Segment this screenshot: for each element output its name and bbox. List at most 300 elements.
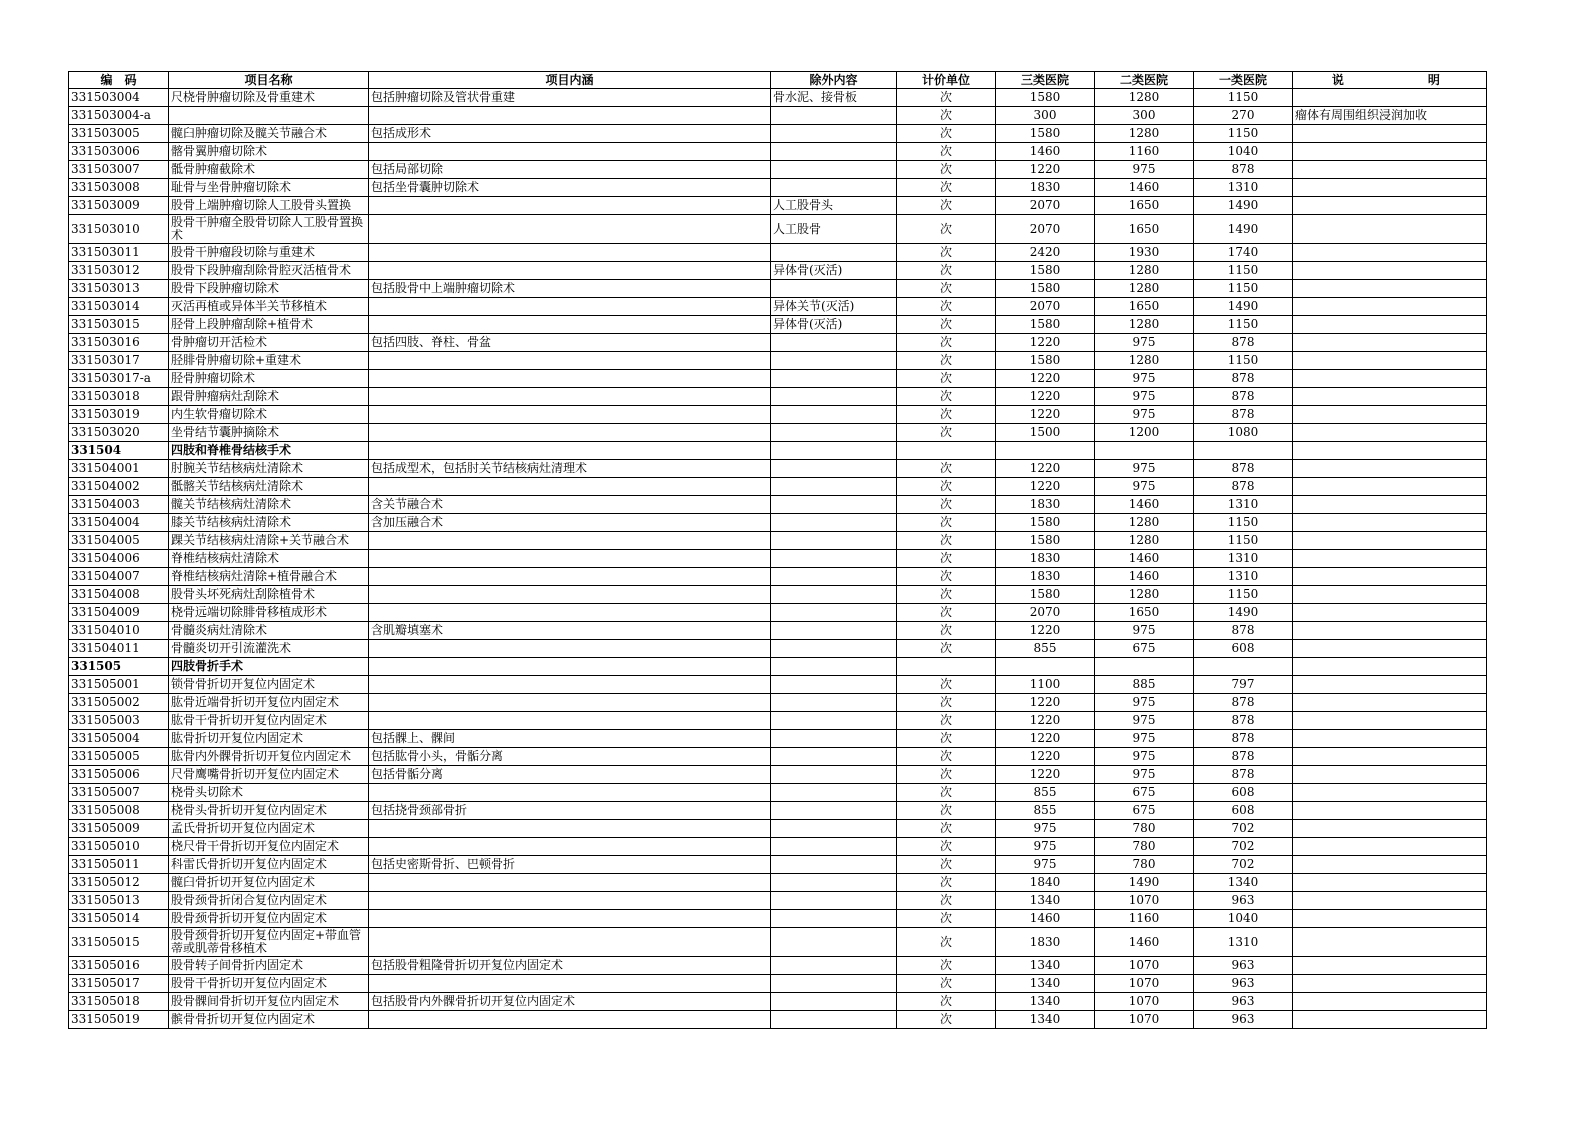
cell-content: 包括成型术，包括肘关节结核病灶清理术	[369, 460, 771, 478]
cell-hosp3-price: 855	[996, 784, 1095, 802]
cell-unit: 次	[897, 352, 996, 370]
cell-note	[1293, 496, 1487, 514]
cell-excluded	[771, 838, 897, 856]
cell-excluded: 异体骨(灭活)	[771, 262, 897, 280]
cell-hosp1-price: 1150	[1194, 514, 1293, 532]
cell-name: 髋臼骨折切开复位内固定术	[169, 874, 369, 892]
cell-unit: 次	[897, 640, 996, 658]
table-row	[69, 298, 1487, 316]
cell-note	[1293, 694, 1487, 712]
cell-content: 包括股骨中上端肿瘤切除术	[369, 280, 771, 298]
cell-excluded	[771, 640, 897, 658]
cell-hosp1-price: 1080	[1194, 424, 1293, 442]
cell-hosp2-price	[1095, 658, 1194, 676]
cell-excluded	[771, 280, 897, 298]
cell-code: 331503017	[69, 352, 169, 370]
cell-excluded	[771, 694, 897, 712]
cell-code: 331503012	[69, 262, 169, 280]
cell-name: 肱骨内外髁骨折切开复位内固定术	[169, 748, 369, 766]
cell-name: 骨髓炎病灶清除术	[169, 622, 369, 640]
cell-content	[369, 676, 771, 694]
cell-excluded	[771, 244, 897, 262]
cell-content: 包括股骨粗隆骨折切开复位内固定术	[369, 957, 771, 975]
cell-hosp1-price: 1150	[1194, 532, 1293, 550]
cell-content: 包括股骨内外髁骨折切开复位内固定术	[369, 993, 771, 1011]
cell-unit: 次	[897, 766, 996, 784]
cell-unit: 次	[897, 424, 996, 442]
cell-note	[1293, 993, 1487, 1011]
cell-note	[1293, 280, 1487, 298]
cell-excluded: 异体骨(灭活)	[771, 316, 897, 334]
cell-note	[1293, 658, 1487, 676]
cell-unit: 次	[897, 197, 996, 215]
cell-hosp1-price: 963	[1194, 892, 1293, 910]
cell-hosp3-price	[996, 658, 1095, 676]
cell-unit: 次	[897, 179, 996, 197]
cell-hosp2-price: 300	[1095, 107, 1194, 125]
cell-note	[1293, 460, 1487, 478]
cell-name: 锁骨骨折切开复位内固定术	[169, 676, 369, 694]
cell-hosp1-price: 1150	[1194, 89, 1293, 107]
cell-excluded	[771, 820, 897, 838]
cell-hosp1-price: 1340	[1194, 874, 1293, 892]
cell-content: 包括肿瘤切除及管状骨重建	[369, 89, 771, 107]
cell-note	[1293, 910, 1487, 928]
table-row	[69, 604, 1487, 622]
cell-note	[1293, 766, 1487, 784]
cell-hosp1-price: 1150	[1194, 125, 1293, 143]
cell-hosp2-price: 675	[1095, 784, 1194, 802]
cell-excluded	[771, 892, 897, 910]
cell-excluded	[771, 478, 897, 496]
cell-excluded	[771, 604, 897, 622]
cell-content	[369, 215, 771, 244]
cell-note	[1293, 334, 1487, 352]
header-hosp1: 一类医院	[1194, 72, 1293, 89]
cell-note	[1293, 640, 1487, 658]
cell-code: 331505006	[69, 766, 169, 784]
cell-name: 坐骨结节囊肿摘除术	[169, 424, 369, 442]
cell-content	[369, 874, 771, 892]
cell-excluded	[771, 568, 897, 586]
cell-hosp3-price: 1100	[996, 676, 1095, 694]
cell-hosp2-price: 675	[1095, 640, 1194, 658]
cell-note	[1293, 244, 1487, 262]
cell-hosp3-price: 1580	[996, 125, 1095, 143]
table-row	[69, 334, 1487, 352]
cell-content	[369, 892, 771, 910]
cell-note	[1293, 550, 1487, 568]
cell-hosp3-price: 1500	[996, 424, 1095, 442]
cell-excluded	[771, 514, 897, 532]
cell-content	[369, 640, 771, 658]
cell-hosp1-price: 1310	[1194, 550, 1293, 568]
cell-note: 瘤体有周围组织浸润加收	[1293, 107, 1487, 125]
header-excluded: 除外内容	[771, 72, 897, 89]
cell-hosp1-price: 963	[1194, 957, 1293, 975]
cell-code: 331505018	[69, 993, 169, 1011]
table-row	[69, 748, 1487, 766]
cell-excluded: 骨水泥、接骨板	[771, 89, 897, 107]
cell-hosp1-price: 1150	[1194, 586, 1293, 604]
cell-note	[1293, 89, 1487, 107]
cell-hosp3-price: 1340	[996, 1011, 1095, 1029]
cell-hosp1-price: 608	[1194, 784, 1293, 802]
cell-content	[369, 424, 771, 442]
section-row	[69, 658, 1487, 676]
cell-hosp2-price: 885	[1095, 676, 1194, 694]
cell-unit: 次	[897, 125, 996, 143]
cell-note	[1293, 604, 1487, 622]
cell-content: 含关节融合术	[369, 496, 771, 514]
cell-excluded: 人工股骨头	[771, 197, 897, 215]
cell-note	[1293, 730, 1487, 748]
table-row	[69, 406, 1487, 424]
cell-excluded	[771, 161, 897, 179]
cell-note	[1293, 352, 1487, 370]
cell-unit: 次	[897, 143, 996, 161]
cell-note	[1293, 406, 1487, 424]
cell-note	[1293, 179, 1487, 197]
cell-hosp2-price: 1460	[1095, 550, 1194, 568]
cell-code: 331505004	[69, 730, 169, 748]
cell-excluded	[771, 874, 897, 892]
cell-hosp1-price: 1490	[1194, 604, 1293, 622]
cell-name: 股骨颈骨折切开复位内固定术	[169, 910, 369, 928]
cell-hosp1-price: 878	[1194, 370, 1293, 388]
table-row	[69, 802, 1487, 820]
table-row	[69, 993, 1487, 1011]
cell-unit: 次	[897, 161, 996, 179]
cell-hosp2-price: 975	[1095, 622, 1194, 640]
cell-code: 331504010	[69, 622, 169, 640]
cell-content	[369, 143, 771, 161]
cell-name: 股骨干骨折切开复位内固定术	[169, 975, 369, 993]
cell-name: 股骨上端肿瘤切除人工股骨头置换	[169, 197, 369, 215]
cell-note	[1293, 856, 1487, 874]
table-row	[69, 586, 1487, 604]
cell-unit: 次	[897, 514, 996, 532]
cell-note	[1293, 820, 1487, 838]
header-code: 编 码	[69, 72, 169, 89]
cell-code: 331505012	[69, 874, 169, 892]
cell-name: 骨髓炎切开引流灌洗术	[169, 640, 369, 658]
cell-hosp2-price: 1460	[1095, 568, 1194, 586]
cell-hosp3-price: 1340	[996, 957, 1095, 975]
cell-name: 膝关节结核病灶清除术	[169, 514, 369, 532]
cell-hosp1-price: 608	[1194, 802, 1293, 820]
cell-name: 跟骨肿瘤病灶刮除术	[169, 388, 369, 406]
cell-content: 含肌瓣填塞术	[369, 622, 771, 640]
cell-note	[1293, 442, 1487, 460]
cell-content: 包括骨骺分离	[369, 766, 771, 784]
cell-name: 肱骨干骨折切开复位内固定术	[169, 712, 369, 730]
cell-name: 肱骨近端骨折切开复位内固定术	[169, 694, 369, 712]
cell-name: 髌骨骨折切开复位内固定术	[169, 1011, 369, 1029]
cell-hosp3-price: 1220	[996, 406, 1095, 424]
cell-code: 331503008	[69, 179, 169, 197]
cell-hosp1-price: 878	[1194, 460, 1293, 478]
table-row	[69, 161, 1487, 179]
cell-name: 骨肿瘤切开活检术	[169, 334, 369, 352]
cell-code: 331505019	[69, 1011, 169, 1029]
cell-hosp3-price: 975	[996, 838, 1095, 856]
cell-code: 331503018	[69, 388, 169, 406]
cell-excluded	[771, 532, 897, 550]
cell-name: 髂骨翼肿瘤切除术	[169, 143, 369, 161]
cell-code: 331505014	[69, 910, 169, 928]
cell-hosp3-price: 1830	[996, 496, 1095, 514]
cell-name: 股骨颈骨折切开复位内固定+带血管蒂或肌蒂骨移植术	[169, 928, 369, 957]
cell-hosp2-price: 1280	[1095, 532, 1194, 550]
cell-unit: 次	[897, 712, 996, 730]
cell-unit: 次	[897, 820, 996, 838]
cell-note	[1293, 424, 1487, 442]
cell-hosp1-price: 1310	[1194, 496, 1293, 514]
cell-excluded	[771, 975, 897, 993]
cell-excluded	[771, 406, 897, 424]
cell-name	[169, 107, 369, 125]
cell-name: 股骨颈骨折闭合复位内固定术	[169, 892, 369, 910]
cell-hosp3-price: 1830	[996, 550, 1095, 568]
table-row	[69, 179, 1487, 197]
cell-hosp1-price: 878	[1194, 161, 1293, 179]
cell-hosp1-price: 878	[1194, 334, 1293, 352]
cell-content	[369, 550, 771, 568]
table-row	[69, 215, 1487, 244]
header-hosp3: 三类医院	[996, 72, 1095, 89]
cell-hosp2-price: 1070	[1095, 892, 1194, 910]
table-row	[69, 640, 1487, 658]
cell-unit: 次	[897, 604, 996, 622]
cell-hosp2-price: 1280	[1095, 514, 1194, 532]
table-row	[69, 975, 1487, 993]
cell-hosp2-price: 975	[1095, 694, 1194, 712]
cell-name: 股骨下段肿瘤切除术	[169, 280, 369, 298]
cell-unit: 次	[897, 406, 996, 424]
cell-content: 包括成形术	[369, 125, 771, 143]
table-row	[69, 496, 1487, 514]
cell-unit: 次	[897, 957, 996, 975]
price-table	[68, 71, 1487, 1029]
cell-name: 股骨头坏死病灶刮除植骨术	[169, 586, 369, 604]
cell-code: 331505001	[69, 676, 169, 694]
cell-note	[1293, 928, 1487, 957]
cell-note	[1293, 957, 1487, 975]
cell-hosp2-price: 1160	[1095, 910, 1194, 928]
cell-code: 331503013	[69, 280, 169, 298]
cell-note	[1293, 568, 1487, 586]
cell-hosp1-price: 878	[1194, 478, 1293, 496]
cell-excluded	[771, 730, 897, 748]
cell-hosp1-price: 878	[1194, 766, 1293, 784]
cell-code: 331504002	[69, 478, 169, 496]
cell-hosp3-price: 1220	[996, 478, 1095, 496]
cell-hosp1-price: 702	[1194, 838, 1293, 856]
cell-hosp1-price: 1490	[1194, 215, 1293, 244]
cell-unit: 次	[897, 89, 996, 107]
cell-unit: 次	[897, 676, 996, 694]
cell-hosp2-price: 975	[1095, 460, 1194, 478]
cell-hosp2-price	[1095, 442, 1194, 460]
cell-name: 四肢骨折手术	[169, 658, 369, 676]
cell-name: 孟氏骨折切开复位内固定术	[169, 820, 369, 838]
cell-hosp1-price: 1040	[1194, 143, 1293, 161]
cell-name: 肱骨折切开复位内固定术	[169, 730, 369, 748]
cell-name: 股骨干肿瘤全股骨切除人工股骨置换术	[169, 215, 369, 244]
cell-hosp1-price: 1150	[1194, 280, 1293, 298]
cell-hosp2-price: 675	[1095, 802, 1194, 820]
cell-unit: 次	[897, 388, 996, 406]
cell-unit	[897, 658, 996, 676]
cell-unit: 次	[897, 856, 996, 874]
cell-unit: 次	[897, 802, 996, 820]
cell-code: 331505015	[69, 928, 169, 957]
cell-hosp1-price: 1150	[1194, 352, 1293, 370]
cell-hosp1-price: 1150	[1194, 316, 1293, 334]
cell-content	[369, 694, 771, 712]
cell-hosp1-price: 963	[1194, 993, 1293, 1011]
cell-name: 骶髂关节结核病灶清除术	[169, 478, 369, 496]
cell-hosp2-price: 1200	[1095, 424, 1194, 442]
cell-code: 331505008	[69, 802, 169, 820]
cell-name: 骶骨肿瘤截除术	[169, 161, 369, 179]
table-row	[69, 1011, 1487, 1029]
cell-hosp1-price: 797	[1194, 676, 1293, 694]
cell-hosp3-price: 1580	[996, 514, 1095, 532]
cell-content	[369, 478, 771, 496]
table-row	[69, 892, 1487, 910]
cell-hosp2-price: 1280	[1095, 352, 1194, 370]
cell-hosp1-price: 1040	[1194, 910, 1293, 928]
cell-hosp2-price: 1650	[1095, 215, 1194, 244]
cell-hosp3-price: 1340	[996, 993, 1095, 1011]
cell-excluded	[771, 676, 897, 694]
cell-hosp1-price: 1310	[1194, 928, 1293, 957]
cell-hosp3-price: 1830	[996, 179, 1095, 197]
cell-code: 331505011	[69, 856, 169, 874]
cell-note	[1293, 478, 1487, 496]
cell-content	[369, 586, 771, 604]
cell-unit: 次	[897, 928, 996, 957]
table-row	[69, 784, 1487, 802]
table-row	[69, 928, 1487, 957]
cell-code: 331503019	[69, 406, 169, 424]
cell-unit: 次	[897, 910, 996, 928]
cell-hosp1-price: 963	[1194, 975, 1293, 993]
cell-hosp3-price: 1220	[996, 388, 1095, 406]
cell-code: 331504007	[69, 568, 169, 586]
cell-name: 股骨转子间骨折内固定术	[169, 957, 369, 975]
cell-hosp3-price: 2070	[996, 215, 1095, 244]
cell-note	[1293, 298, 1487, 316]
cell-content	[369, 107, 771, 125]
header-unit: 计价单位	[897, 72, 996, 89]
cell-hosp1-price: 608	[1194, 640, 1293, 658]
cell-unit: 次	[897, 532, 996, 550]
table-row	[69, 874, 1487, 892]
cell-name: 四肢和脊椎骨结核手术	[169, 442, 369, 460]
cell-hosp3-price: 1830	[996, 928, 1095, 957]
cell-hosp2-price: 1930	[1095, 244, 1194, 262]
cell-hosp3-price: 975	[996, 856, 1095, 874]
table-row	[69, 143, 1487, 161]
cell-code: 331505016	[69, 957, 169, 975]
cell-name: 胫腓骨肿瘤切除+重建术	[169, 352, 369, 370]
cell-content	[369, 820, 771, 838]
cell-hosp3-price: 1220	[996, 712, 1095, 730]
cell-code: 331503015	[69, 316, 169, 334]
table-row	[69, 730, 1487, 748]
cell-hosp3-price: 1220	[996, 730, 1095, 748]
cell-unit: 次	[897, 262, 996, 280]
cell-hosp3-price: 1840	[996, 874, 1095, 892]
cell-excluded	[771, 748, 897, 766]
cell-content: 含加压融合术	[369, 514, 771, 532]
header-name: 项目名称	[169, 72, 369, 89]
cell-excluded	[771, 910, 897, 928]
cell-hosp2-price: 1070	[1095, 993, 1194, 1011]
cell-code: 331505007	[69, 784, 169, 802]
cell-unit: 次	[897, 1011, 996, 1029]
cell-hosp2-price: 975	[1095, 406, 1194, 424]
cell-excluded	[771, 622, 897, 640]
cell-hosp1-price: 878	[1194, 712, 1293, 730]
cell-content: 包括挠骨颈部骨折	[369, 802, 771, 820]
table-row	[69, 125, 1487, 143]
cell-hosp1-price: 270	[1194, 107, 1293, 125]
cell-hosp2-price: 1070	[1095, 975, 1194, 993]
cell-note	[1293, 975, 1487, 993]
cell-note	[1293, 1011, 1487, 1029]
cell-hosp3-price: 1830	[996, 568, 1095, 586]
cell-hosp3-price: 1220	[996, 161, 1095, 179]
cell-note	[1293, 748, 1487, 766]
table-row	[69, 107, 1487, 125]
cell-excluded	[771, 107, 897, 125]
cell-hosp1-price: 702	[1194, 820, 1293, 838]
cell-excluded	[771, 424, 897, 442]
table-row	[69, 370, 1487, 388]
cell-content: 包括坐骨囊肿切除术	[369, 179, 771, 197]
cell-hosp2-price: 1650	[1095, 298, 1194, 316]
cell-content	[369, 532, 771, 550]
cell-content	[369, 658, 771, 676]
cell-hosp3-price: 975	[996, 820, 1095, 838]
cell-code: 331504009	[69, 604, 169, 622]
cell-excluded	[771, 802, 897, 820]
cell-unit: 次	[897, 370, 996, 388]
header-row	[69, 72, 1487, 89]
cell-content	[369, 262, 771, 280]
cell-code: 331504011	[69, 640, 169, 658]
cell-hosp3-price: 1340	[996, 892, 1095, 910]
cell-excluded	[771, 442, 897, 460]
cell-name: 髋关节结核病灶清除术	[169, 496, 369, 514]
cell-code: 331505013	[69, 892, 169, 910]
table-row	[69, 712, 1487, 730]
cell-hosp3-price: 2070	[996, 604, 1095, 622]
cell-content	[369, 388, 771, 406]
cell-hosp3-price: 1580	[996, 280, 1095, 298]
cell-content	[369, 316, 771, 334]
cell-code: 331503020	[69, 424, 169, 442]
cell-hosp1-price: 1310	[1194, 179, 1293, 197]
cell-name: 髋臼肿瘤切除及髋关节融合术	[169, 125, 369, 143]
cell-hosp3-price: 1580	[996, 316, 1095, 334]
table-row	[69, 514, 1487, 532]
cell-code: 331503011	[69, 244, 169, 262]
